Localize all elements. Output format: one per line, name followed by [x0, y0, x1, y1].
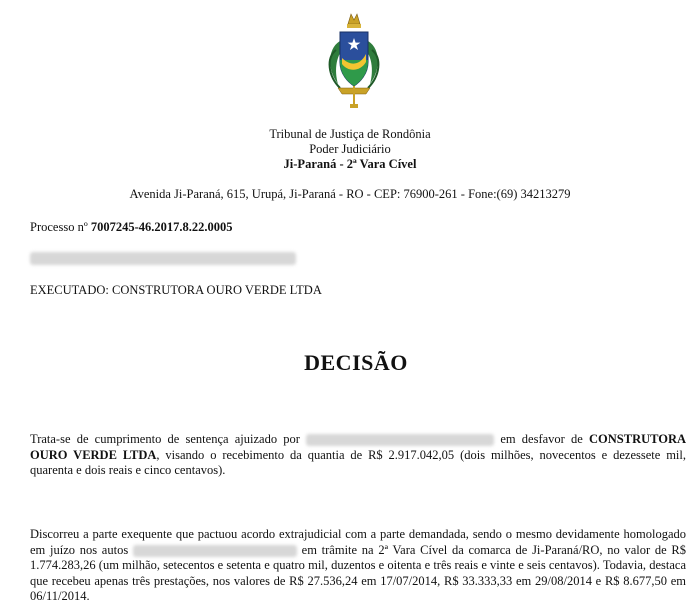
process-number: 7007245-46.2017.8.22.0005	[90, 220, 233, 234]
paragraph-2-text-b: em trâmite na 2ª Vara Cível da comarca de Ji-Paraná/RO, no valor de R$ 1.774.283,26 (um milhão, setecentos e setenta e quatro mil, duzentos e oitenta e três reais e vinte e seis centavos). Todavia, destaca que recebeu apenas três prestações, nos valores de R$ 27.536,24 em 17/07/2014, R$ 33.333,33 em 29/08/2014 e R$ 8.677,50 em 06/11/2014.	[30, 542, 687, 603]
redacted-text	[30, 252, 296, 265]
paragraph-2-text-a: Discorreu a parte exequente que pactuou acordo extrajudicial com a parte demandada, sendo o mesmo devidamente homologado em juízo nos autos	[30, 527, 686, 557]
court-branch: Poder Judiciário	[309, 142, 391, 156]
court-address: Avenida Ji-Paraná, 615, Urupá, Ji-Paraná - RO - CEP: 76900-261 - Fone:(69) 34213279	[129, 187, 571, 201]
paragraph-1-bold-name: CONSTRUTORA OURO VERDE LTDA	[30, 432, 687, 462]
process-label: Processo nº	[30, 220, 88, 234]
process-line	[30, 220, 233, 235]
paragraph-1-text-b: em desfavor de	[500, 432, 583, 446]
paragraph-1	[30, 432, 686, 479]
executado-line: EXECUTADO: CONSTRUTORA OURO VERDE LTDA	[30, 283, 322, 297]
coat-of-arms-icon	[320, 10, 388, 110]
court-header	[0, 127, 700, 172]
redacted-text	[306, 434, 494, 446]
redacted-exequente-line	[30, 250, 296, 265]
document-title: DECISÃO	[304, 350, 408, 375]
paragraph-2	[30, 527, 686, 605]
court-name: Tribunal de Justiça de Rondônia	[269, 127, 431, 141]
court-unit: Ji-Paraná - 2ª Vara Cível	[283, 157, 417, 171]
redacted-text	[133, 545, 297, 557]
paragraph-1-text-a: Trata-se de cumprimento de sentença ajuizado por	[30, 432, 300, 446]
paragraph-1-text-c: , visando o recebimento da quantia de R$ 2.917.042,05 (dois milhões, novecentos e dezessete mil, quarenta e dois reais e cinco centavos).	[30, 447, 686, 477]
